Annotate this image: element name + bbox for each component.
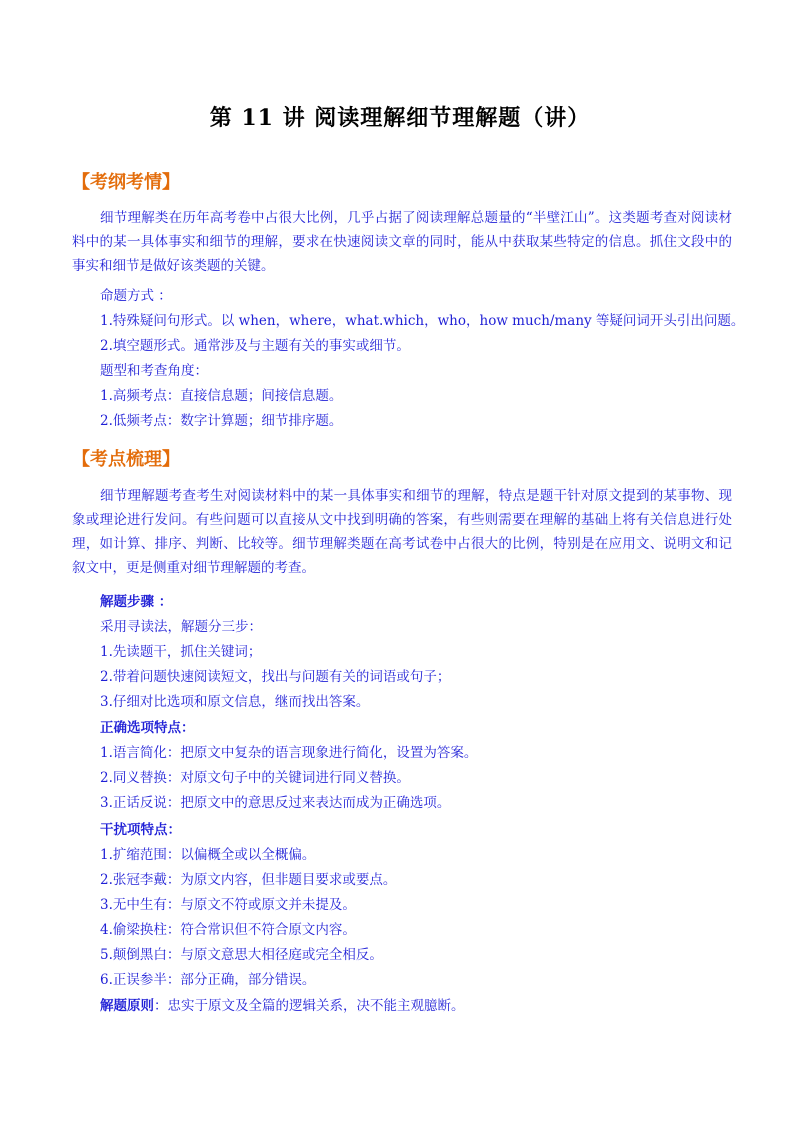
correct-item-2: 2.同义替换：对原文句子中的关键词进行同义替换。 [100, 770, 410, 786]
distractor-item-4: 4.偷梁换柱：符合常识但不符合原文内容。 [100, 922, 356, 938]
method-label: 命题方式 ： [100, 288, 172, 304]
page-title: 第 11 讲 阅读理解细节理解题（讲） [209, 105, 591, 131]
section-heading-outline: 【考纲考情】 [72, 172, 180, 193]
correct-item-3: 3.正话反说：把原文中的意思反过来表达而成为正确选项。 [100, 795, 451, 811]
principle-line [100, 994, 465, 1014]
correct-label: 正确选项特点： [100, 720, 195, 736]
distractor-item-5: 5.颠倒黑白：与原文意思大相径庭或完全相反。 [100, 947, 383, 963]
method-item-2: 2.填空题形式。通常涉及与主题有关的事实或细节。 [100, 338, 410, 354]
steps-label: 解题步骤 ： [100, 594, 173, 610]
distractor-item-3: 3.无中生有：与原文不符或原文并未提及。 [100, 897, 356, 913]
angle-label: 题型和考查角度： [100, 363, 208, 379]
intro-paragraph: 细节理解类在历年高考卷中占很大比例，几乎占据了阅读理解总题量的“半壁江山”。这类题考查对阅读材料中的某一具体事实和细节的理解，要求在快速阅读文章的同时，能从中获取某些特定的信息。抓住文段中的事实和细节是做好该类题的关键。 [72, 210, 732, 274]
step-item-2: 2.带着问题快速阅读短文，找出与问题有关的词语或句子； [100, 669, 451, 685]
points-paragraph: 细节理解题考查考生对阅读材料中的某一具体事实和细节的理解，特点是题干针对原文提到的某事物、现象或理论进行发问。有些问题可以直接从文中找到明确的答案，有些则需要在理解的基础上将有关信息进行处理，如计算、排序、判断、比较等。细节理解类题在高考试卷中占很大的比例，特别是在应用文、说明文和记叙文中，更是侧重对细节理解题的考查。 [72, 488, 732, 576]
correct-item-1: 1.语言简化：把原文中复杂的语言现象进行简化，设置为答案。 [100, 745, 478, 761]
distractor-item-1: 1.扩缩范围：以偏概全或以全概偏。 [100, 847, 316, 863]
principle-text: ：忠实于原文及全篇的逻辑关系，决不能主观臆断。 [154, 998, 465, 1014]
principle-label: 解题原则 [100, 998, 154, 1014]
steps-intro: 采用寻读法，解题分三步： [100, 619, 262, 635]
distractor-item-6: 6.正误参半：部分正确，部分错误。 [100, 972, 316, 988]
step-item-1: 1.先读题干，抓住关键词； [100, 644, 262, 660]
section-heading-points: 【考点梳理】 [72, 449, 180, 470]
angle-item-2: 2.低频考点：数字计算题；细节排序题。 [100, 413, 343, 429]
distractor-label: 干扰项特点： [100, 822, 181, 838]
step-item-3: 3.仔细对比选项和原文信息，继而找出答案。 [100, 694, 370, 710]
distractor-item-2: 2.张冠李戴：为原文内容，但非题目要求或要点。 [100, 872, 397, 888]
method-item-1: 1.特殊疑问句形式。以 when，where，what.which，who，how much/many 等疑问词开头引出问题。 [100, 313, 745, 329]
angle-item-1: 1.高频考点：直接信息题；间接信息题。 [100, 388, 343, 404]
